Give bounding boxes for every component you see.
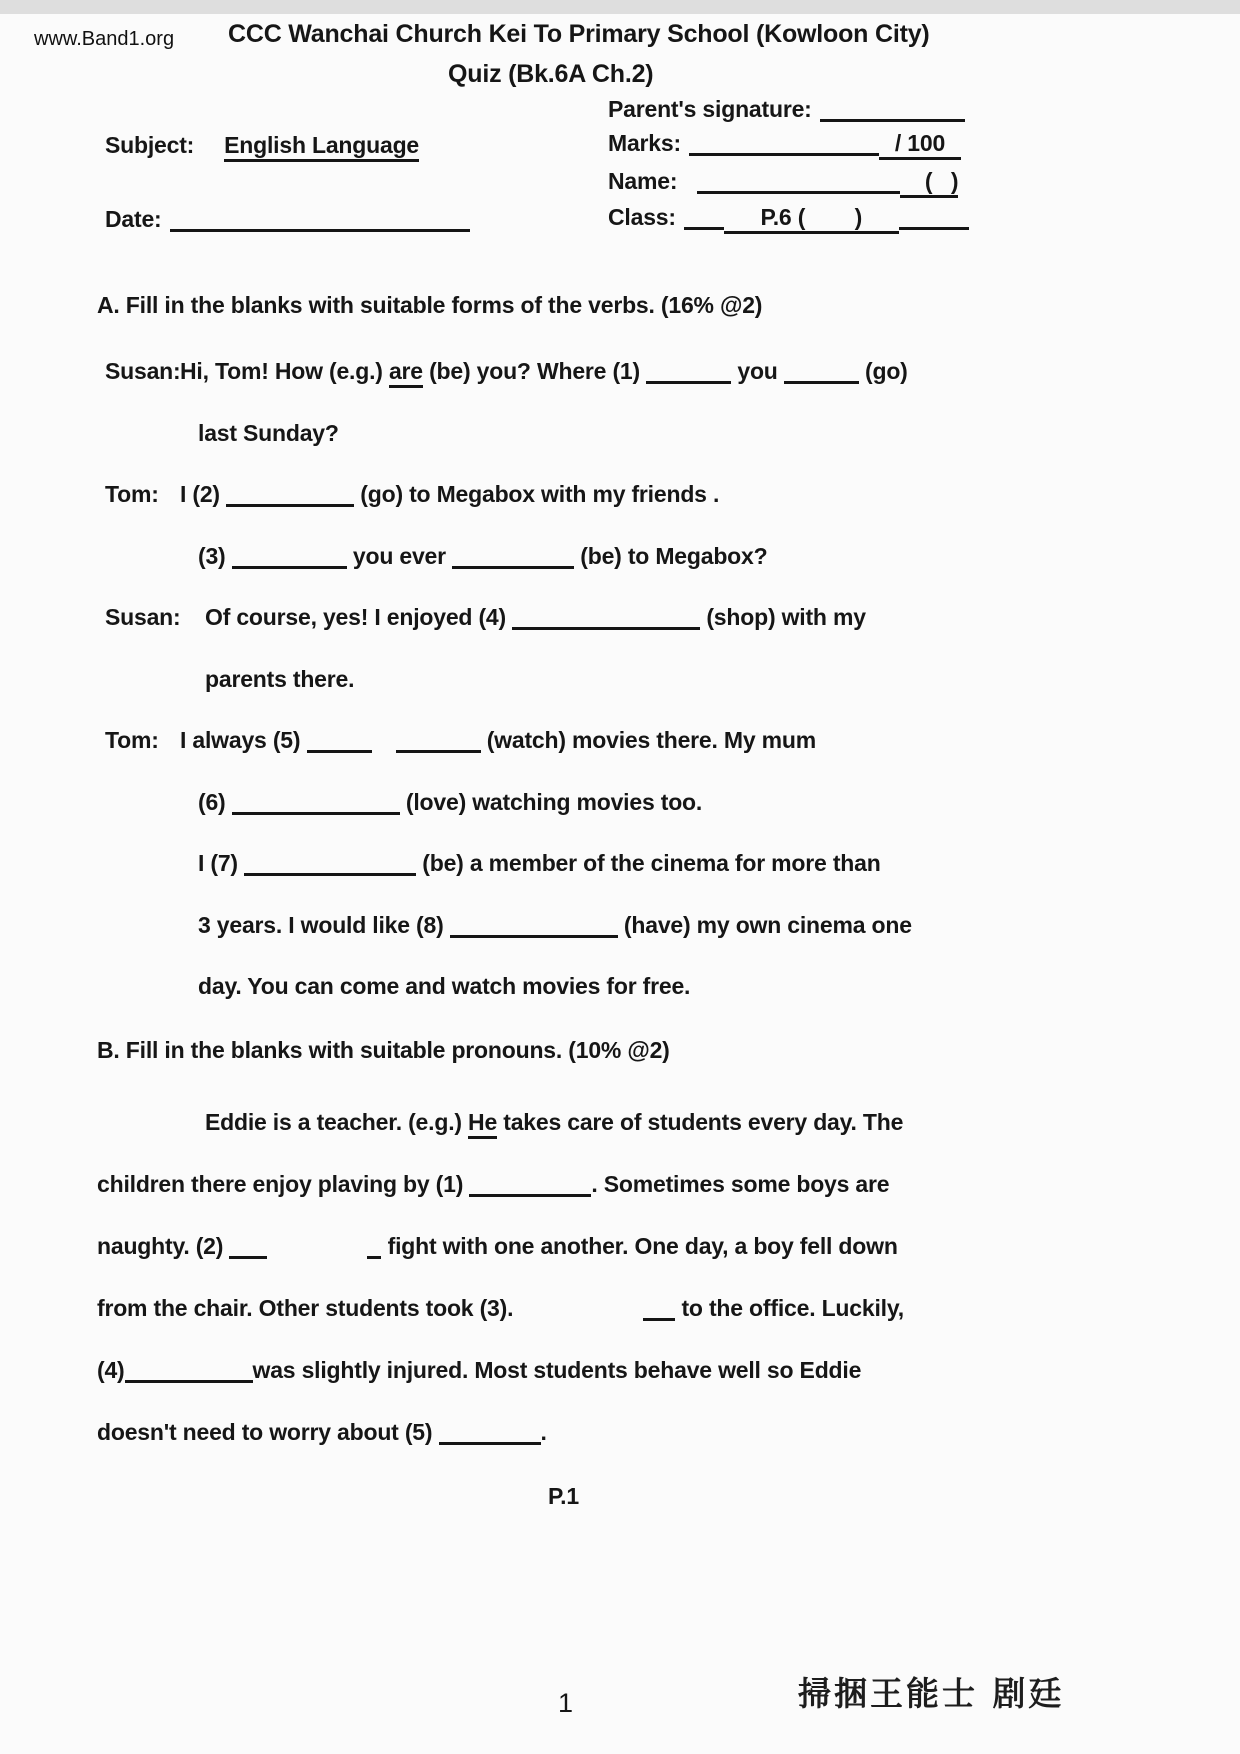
text-segment: I always (5) [180, 727, 307, 753]
blank-line [396, 748, 481, 753]
text-segment: 3 years. I would like (8) [198, 911, 450, 938]
blank-line [689, 151, 879, 156]
line-text [97, 1295, 904, 1322]
name-label: Name: [608, 168, 678, 194]
subject-row [105, 132, 419, 164]
document-line [0, 789, 1240, 823]
gap-spacer [685, 187, 697, 189]
line-text [198, 789, 702, 816]
text-segment: (love) watching movies too. [399, 788, 703, 815]
text-segment: Eddie is a teacher. (e.g.) [205, 1109, 469, 1135]
blank-line [784, 379, 859, 384]
text-segment: takes care of students every day. The [497, 1109, 904, 1135]
document-line [0, 912, 1240, 946]
blank-line [170, 227, 470, 232]
blank-line [469, 1192, 591, 1197]
text-segment: (have) my own cinema one [617, 911, 912, 938]
document-line [0, 973, 1240, 1007]
document-line [0, 850, 1240, 884]
text-segment: (shop) with my [700, 604, 866, 630]
blank-line [229, 1254, 267, 1259]
parents-signature-label: Parent's signature: [608, 96, 812, 122]
text-segment: naughty. (2) [97, 1233, 230, 1259]
blank-line [244, 871, 416, 876]
line-text [97, 1171, 889, 1198]
text-segment: . [540, 1419, 547, 1445]
school-name: CCC Wanchai Church Kei To Primary School (Kowloon City) [228, 20, 930, 48]
text-segment: last Sunday? [198, 419, 339, 446]
document-line [0, 1171, 1240, 1205]
blank-line [452, 564, 574, 569]
text-segment: you [731, 358, 784, 384]
text-segment: Hi, Tom! How (e.g.) [180, 358, 389, 384]
line-text [198, 420, 339, 447]
text-segment: (go) to Megabox with my friends . [354, 481, 720, 507]
line-text [97, 1357, 861, 1384]
blank-line [307, 748, 372, 753]
text-segment: from the chair. Other students took (3). [97, 1295, 514, 1321]
blank-line [232, 810, 400, 815]
watermark-text: www.Band1.org [34, 28, 175, 50]
quiz-title: Quiz (Bk.6A Ch.2) [448, 60, 654, 88]
document-line [0, 604, 1240, 638]
scan-edge-band [0, 0, 1240, 14]
document-line [0, 543, 1240, 577]
blank-line [684, 225, 724, 230]
subject-label: Subject: [105, 132, 195, 158]
speaker-label: Susan: [105, 358, 181, 384]
line-text [205, 1109, 903, 1136]
text-segment: to the office. Luckily, [675, 1295, 904, 1321]
underlined-text: are [389, 358, 423, 388]
document-line [0, 727, 1240, 761]
text-segment: was slightly injured. Most students behave well so Eddie [252, 1357, 862, 1383]
text-segment: (4) [97, 1357, 125, 1383]
text-segment: I (7) [198, 850, 245, 876]
text-segment: fight with one another. One day, a boy fell down [381, 1233, 898, 1259]
blank-line [450, 933, 618, 938]
date-label: Date: [105, 206, 162, 232]
line-text [97, 1419, 547, 1446]
underlined-text: English Language [224, 132, 419, 162]
document-line [0, 1419, 1240, 1453]
line-text [180, 727, 816, 754]
line-text [205, 604, 866, 631]
line-text [198, 543, 767, 570]
document-line [0, 1233, 1240, 1267]
gap-spacer [267, 1252, 367, 1254]
text-segment: (6) [198, 788, 232, 815]
line-text [97, 1233, 898, 1260]
blank-line [367, 1254, 381, 1259]
blank-line [226, 502, 354, 507]
gap-spacer [513, 1314, 643, 1316]
blank-line [646, 379, 731, 384]
text-segment: I (2) [180, 481, 227, 507]
text-segment: Of course, yes! I enjoyed (4) [205, 604, 513, 630]
line-text [198, 912, 912, 939]
blank-line [899, 225, 969, 230]
text-segment: (3) [198, 542, 232, 569]
class-row [608, 204, 969, 236]
blank-line [232, 564, 347, 569]
blank-line [697, 189, 900, 194]
underlined-text: He [468, 1109, 497, 1139]
text-segment: parents there. [205, 665, 355, 692]
document-line [0, 358, 1240, 392]
date-row [105, 206, 470, 238]
marks-row [608, 130, 961, 162]
blank-line [820, 117, 965, 122]
document-line [0, 1109, 1240, 1143]
text-segment: (be) you? Where (1) [422, 358, 647, 384]
line-text [205, 666, 354, 693]
section-b-heading: B. Fill in the blanks with suitable pronouns. (10% @2) [97, 1037, 670, 1063]
text-segment: (watch) movies there. My mum [480, 727, 816, 753]
underlined-field: / 100 [879, 130, 961, 160]
document-line [0, 420, 1240, 454]
speaker-label: Tom: [105, 481, 159, 507]
text-segment: (be) to Megabox? [574, 542, 768, 569]
line-text [180, 358, 908, 385]
blank-line [512, 625, 700, 630]
marks-label: Marks: [608, 130, 681, 156]
text-segment: . Sometimes some boys are [591, 1171, 890, 1197]
class-label: Class: [608, 204, 676, 230]
parents-signature-row [608, 96, 965, 128]
page-number: 1 [558, 1688, 574, 1718]
text-segment: (be) a member of the cinema for more than [416, 850, 881, 876]
line-text [198, 973, 690, 1000]
stamp-text: 掃捆王能士 剧廷 [798, 1674, 1065, 1713]
text-segment: children there enjoy plaving by (1) [97, 1171, 470, 1197]
blank-line [643, 1316, 675, 1321]
speaker-label: Susan: [105, 604, 181, 630]
speaker-label: Tom: [105, 727, 159, 753]
underlined-field: P.6 ( ) [724, 204, 899, 234]
document-line [0, 1295, 1240, 1329]
text-segment: day. You can come and watch movies for free. [198, 973, 691, 999]
gap-spacer [372, 746, 396, 748]
name-row [608, 168, 958, 200]
document-line [0, 666, 1240, 700]
blank-line [125, 1378, 253, 1383]
text-segment: (go) [858, 358, 908, 384]
blank-line [439, 1440, 541, 1445]
line-text [180, 481, 719, 508]
page-label: P.1 [548, 1483, 579, 1509]
text-segment: you ever [346, 542, 453, 569]
section-a-heading: A. Fill in the blanks with suitable forms of the verbs. (16% @2) [97, 292, 763, 318]
document-line [0, 1357, 1240, 1391]
line-text [198, 850, 881, 877]
text-segment: doesn't need to worry about (5) [97, 1419, 439, 1445]
gap-spacer [202, 151, 224, 153]
document-line [0, 481, 1240, 515]
underlined-field: ( ) [900, 168, 958, 198]
